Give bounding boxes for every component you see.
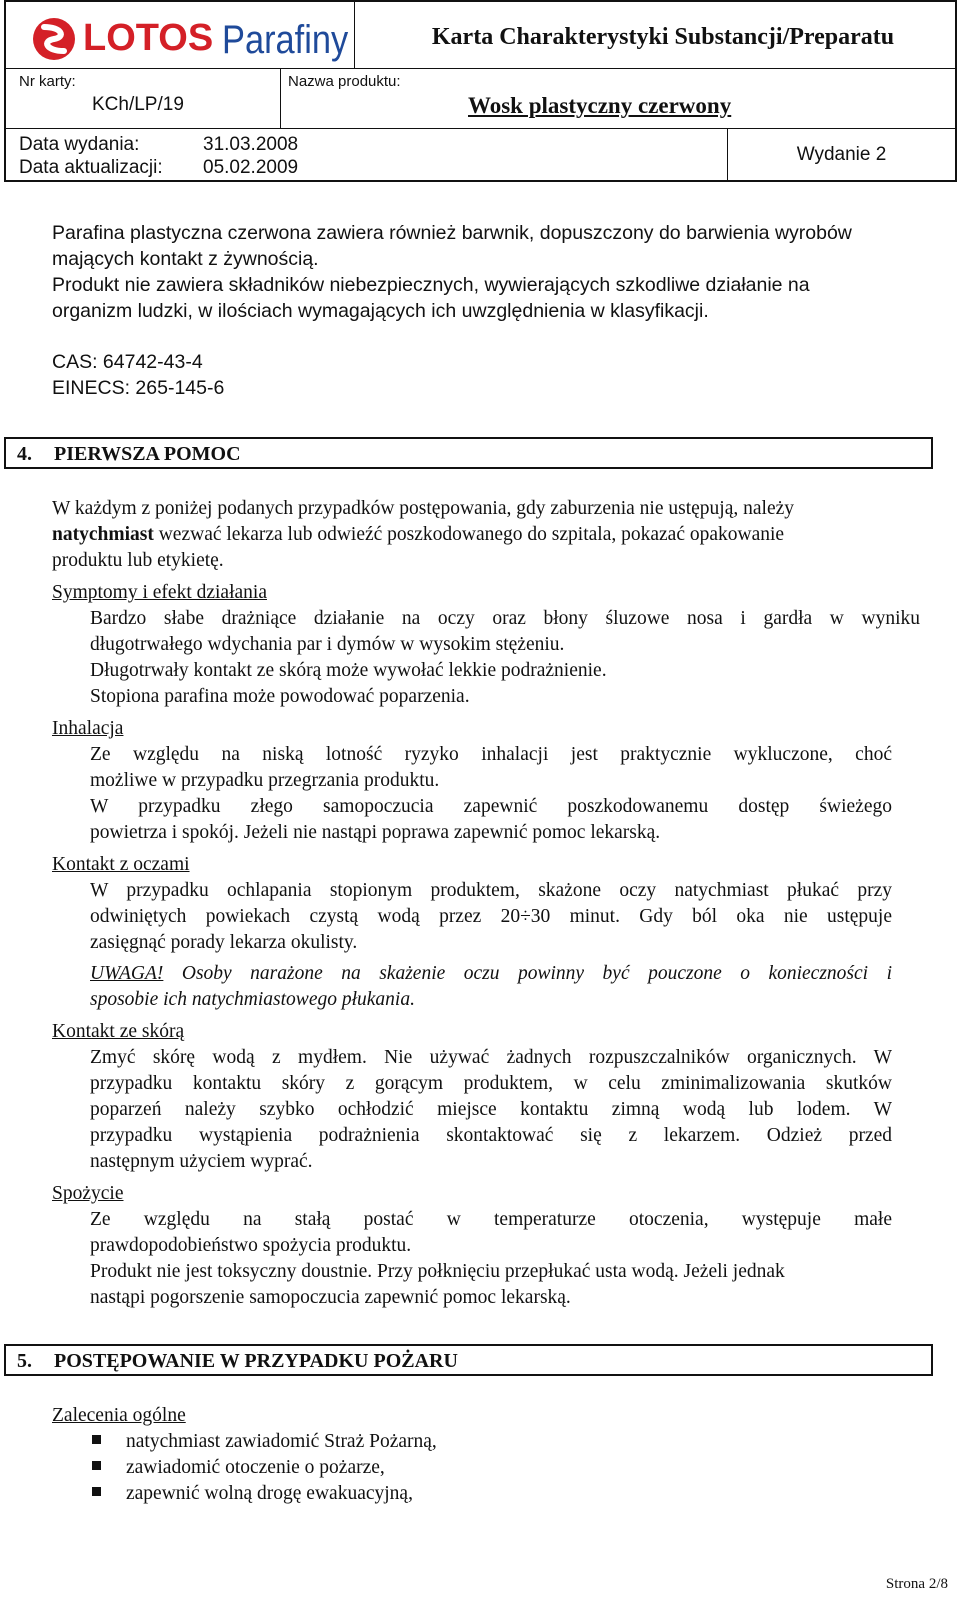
inhalation-line: W przypadku złego samopoczucia zapewnić poszkodowanemu dostęp świeżego	[90, 796, 892, 817]
page-number: Strona 2/8	[885, 1576, 948, 1592]
subsection-heading-symptoms: Symptomy i efekt działania	[52, 582, 267, 603]
symptoms-line: Długotrwały kontakt ze skórą może wywołać lekkie podrażnienie.	[90, 660, 607, 681]
logo-sub-text: Parafiny	[222, 18, 349, 62]
section-title: POSTĘPOWANIE W PRZYPADKU POŻARU	[54, 1350, 458, 1372]
card-number-value: KCh/LP/19	[92, 94, 184, 115]
card-number-label: Nr karty:	[19, 73, 76, 90]
edition-label: Wydanie 2	[796, 144, 887, 165]
eyes-warning: sposobie ich natychmiastowego płukania.	[90, 989, 415, 1010]
bullet-icon	[92, 1461, 101, 1470]
ingestion-line: Ze względu na stałą postać w temperaturze otoczenia, występuje małe	[90, 1209, 892, 1230]
section-4-header	[4, 437, 933, 469]
section-5-header	[4, 1344, 933, 1376]
eyes-line: W przypadku ochlapania stopionym produktem, skażone oczy natychmiast płukać przy	[90, 880, 892, 901]
skin-line: przypadku kontaktu skóry z gorącym produktem, w celu zminimalizowania skutków	[90, 1073, 892, 1094]
first-aid-intro: W każdym z poniżej podanych przypadków postępowania, gdy zaburzenia nie ustępują, należy	[52, 498, 794, 519]
intro-line: organizm ludzki, w ilościach wymagających ich uwzględnienia w klasyfikacji.	[52, 300, 709, 322]
eyes-warning	[90, 961, 892, 987]
product-name-value: Wosk plastyczny czerwony	[468, 93, 732, 118]
section-number: 5.	[17, 1350, 32, 1372]
subsection-heading-ingestion: Spożycie	[52, 1183, 124, 1204]
lotos-logo-icon	[32, 17, 76, 61]
logo-brand-text: LOTOS	[83, 17, 214, 59]
first-aid-intro	[52, 522, 784, 548]
cas-number: CAS: 64742-43-4	[52, 351, 203, 373]
intro-line: Parafina plastyczna czerwona zawiera również barwnik, dopuszczony do barwienia wyrobów	[52, 222, 852, 244]
symptoms-line: długotrwałego wdychania par i dymów w wysokim stężeniu.	[90, 634, 565, 655]
list-item: zapewnić wolną drogę ewakuacyjną,	[126, 1483, 413, 1504]
update-date-value: 05.02.2009	[203, 157, 299, 178]
header-divider-v2	[280, 68, 281, 128]
subsection-heading-skin: Kontakt ze skórą	[52, 1021, 185, 1042]
intro-line: mających kontakt z żywnością.	[52, 248, 319, 270]
update-date-label: Data aktualizacji:	[19, 157, 163, 178]
intro-line: Produkt nie zawiera składników niebezpiecznych, wywierających szkodliwe działanie na	[52, 274, 810, 296]
eyes-line: odwiniętych powiekach czystą wodą przez 20÷30 minut. Gdy ból oka nie ustępuje	[90, 906, 892, 927]
subsection-heading-general: Zalecenia ogólne	[52, 1405, 186, 1426]
inhalation-line: Ze względu na niską lotność ryzyko inhalacji jest praktycznie wykluczone, choć	[90, 744, 892, 765]
list-item: natychmiast zawiadomić Straż Pożarną,	[126, 1431, 437, 1452]
bullet-icon	[92, 1487, 101, 1496]
warning-text: Osoby narażone na skażenie oczu powinny być pouczone o konieczności i	[163, 963, 892, 984]
subsection-heading-inhalation: Inhalacja	[52, 718, 124, 739]
inhalation-line: możliwe w przypadku przegrzania produktu.	[90, 770, 440, 791]
first-aid-intro-rest: wezwać lekarza lub odwieźć poszkodowanego do szpitala, pokazać opakowanie	[153, 524, 785, 545]
ingestion-line: nastąpi pogorszenie samopoczucia zapewnić pomoc lekarską.	[90, 1287, 571, 1308]
eyes-line: zasięgnąć porady lekarza okulisty.	[90, 932, 358, 953]
bullet-icon	[92, 1435, 101, 1444]
header-divider-h1	[6, 68, 955, 69]
skin-line: poparzeń należy szybko ochłodzić miejsce kontaktu zimną wodą lub lodem. W	[90, 1099, 892, 1120]
einecs-number: EINECS: 265-145-6	[52, 377, 225, 399]
ingestion-line: prawdopodobieństwo spożycia produktu.	[90, 1235, 412, 1256]
issue-date-label: Data wydania:	[19, 134, 140, 155]
ingestion-line: Produkt nie jest toksyczny doustnie. Przy połknięciu przepłukać usta wodą. Jeżeli jednak	[90, 1261, 785, 1282]
emphasis-text: natychmiast	[52, 524, 154, 545]
skin-line: przypadku wystąpienia podrażnienia skontaktować się z lekarzem. Odzież przed	[90, 1125, 892, 1146]
skin-line: następnym użyciem wyprać.	[90, 1151, 313, 1172]
header-divider-h2	[6, 128, 955, 129]
inhalation-line: powietrza i spokój. Jeżeli nie nastąpi poprawa zapewnić pomoc lekarską.	[90, 822, 661, 843]
list-item: zawiadomić otoczenie o pożarze,	[126, 1457, 385, 1478]
lotos-logo	[26, 10, 356, 65]
section-number: 4.	[17, 443, 32, 465]
first-aid-intro: produktu lub etykietę.	[52, 550, 224, 571]
warning-label: UWAGA!	[90, 963, 164, 984]
section-title: PIERWSZA POMOC	[54, 443, 241, 465]
document-title: Karta Charakterystyki Substancji/Preparatu	[431, 24, 895, 50]
subsection-heading-eyes: Kontakt z oczami	[52, 854, 190, 875]
symptoms-line: Stopiona parafina może powodować poparzenia.	[90, 686, 470, 707]
skin-line: Zmyć skórę wodą z mydłem. Nie używać żadnych rozpuszczalników organicznych. W	[90, 1047, 892, 1068]
product-name-label: Nazwa produktu:	[288, 73, 401, 90]
issue-date-value: 31.03.2008	[203, 134, 299, 155]
document-header	[4, 0, 957, 182]
symptoms-line: Bardzo słabe drażniące działanie na oczy oraz błony śluzowe nosa i gardła w wyniku	[90, 608, 920, 629]
